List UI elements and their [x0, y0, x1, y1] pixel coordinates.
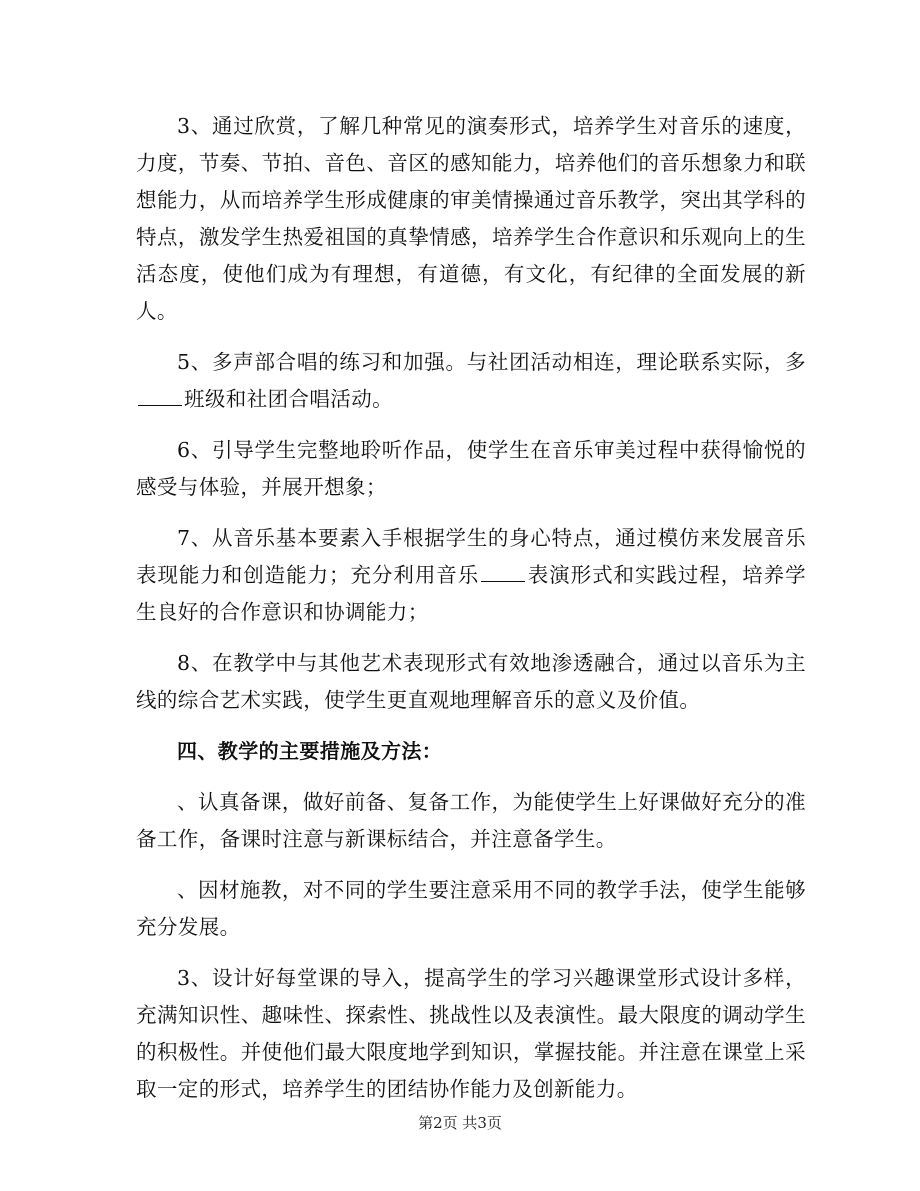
paragraph-7-text-end: 表演形式和实践过程，培养学生良好的合作意识和协调能力； [136, 563, 806, 624]
paragraph-7 [136, 520, 806, 631]
paragraph-3-text: 3、通过欣赏，了解几种常见的演奏形式，培养学生对音乐的速度，力度，节奏、节拍、音色、音区的感知能力，培养他们的音乐想象力和联想能力，从而培养学生形成健康的审美情操通过音乐教学，突出其学科的特点，激发学生热爱祖国的真挚情感，培养学生合作意识和乐观向上的生活态度，使他们成为有理想，有道德，有文化，有纪律的全面发展的新人。 [136, 114, 806, 323]
paragraph-8-text: 8、在教学中与其他艺术表现形式有效地渗透融合，通过以音乐为主线的综合艺术实践，使学生更直观地理解音乐的意义及价值。 [136, 651, 806, 712]
method-paragraph-1 [136, 784, 806, 858]
section-heading [136, 733, 806, 770]
fill-in-blank [481, 580, 525, 582]
section-heading-text: 四、教学的主要措施及方法： [177, 739, 443, 763]
paragraph-5-text-end: 班级和社团合唱活动。 [184, 387, 393, 411]
document-body [136, 108, 806, 1122]
method-paragraph-2 [136, 872, 806, 946]
method-paragraph-3 [136, 960, 806, 1108]
paragraph-6 [136, 432, 806, 506]
paragraph-5 [136, 344, 806, 418]
paragraph-7-text-start: 7、从音乐基本要素入手根据学生的身心特点，通过模仿来发展音乐表现能力和创造能力；充分利用音乐 [136, 526, 806, 587]
method-paragraph-1-text: 、认真备课，做好前备、复备工作，为能使学生上好课做好充分的准备工作，备课时注意与新课标结合，并注意备学生。 [136, 790, 806, 851]
fill-in-blank [138, 404, 182, 406]
paragraph-3 [136, 108, 806, 330]
paragraph-5-text-start: 5、多声部合唱的练习和加强。与社团活动相连，理论联系实际，多 [177, 350, 806, 374]
paragraph-8 [136, 645, 806, 719]
method-paragraph-3-text: 3、设计好每堂课的导入，提高学生的学习兴趣课堂形式设计多样，充满知识性、趣味性、探索性、挑战性以及表演性。最大限度的调动学生的积极性。并使他们最大限度地学到知识，掌握技能。并注意在课堂上采取一定的形式，培养学生的团结协作能力及创新能力。 [136, 966, 806, 1101]
paragraph-6-text: 6、引导学生完整地聆听作品，使学生在音乐审美过程中获得愉悦的感受与体验，并展开想象； [136, 438, 806, 499]
method-paragraph-2-text: 、因材施教，对不同的学生要注意采用不同的教学手法，使学生能够充分发展。 [136, 878, 806, 939]
page-number-footer: 第2页 共3页 [418, 1114, 502, 1132]
